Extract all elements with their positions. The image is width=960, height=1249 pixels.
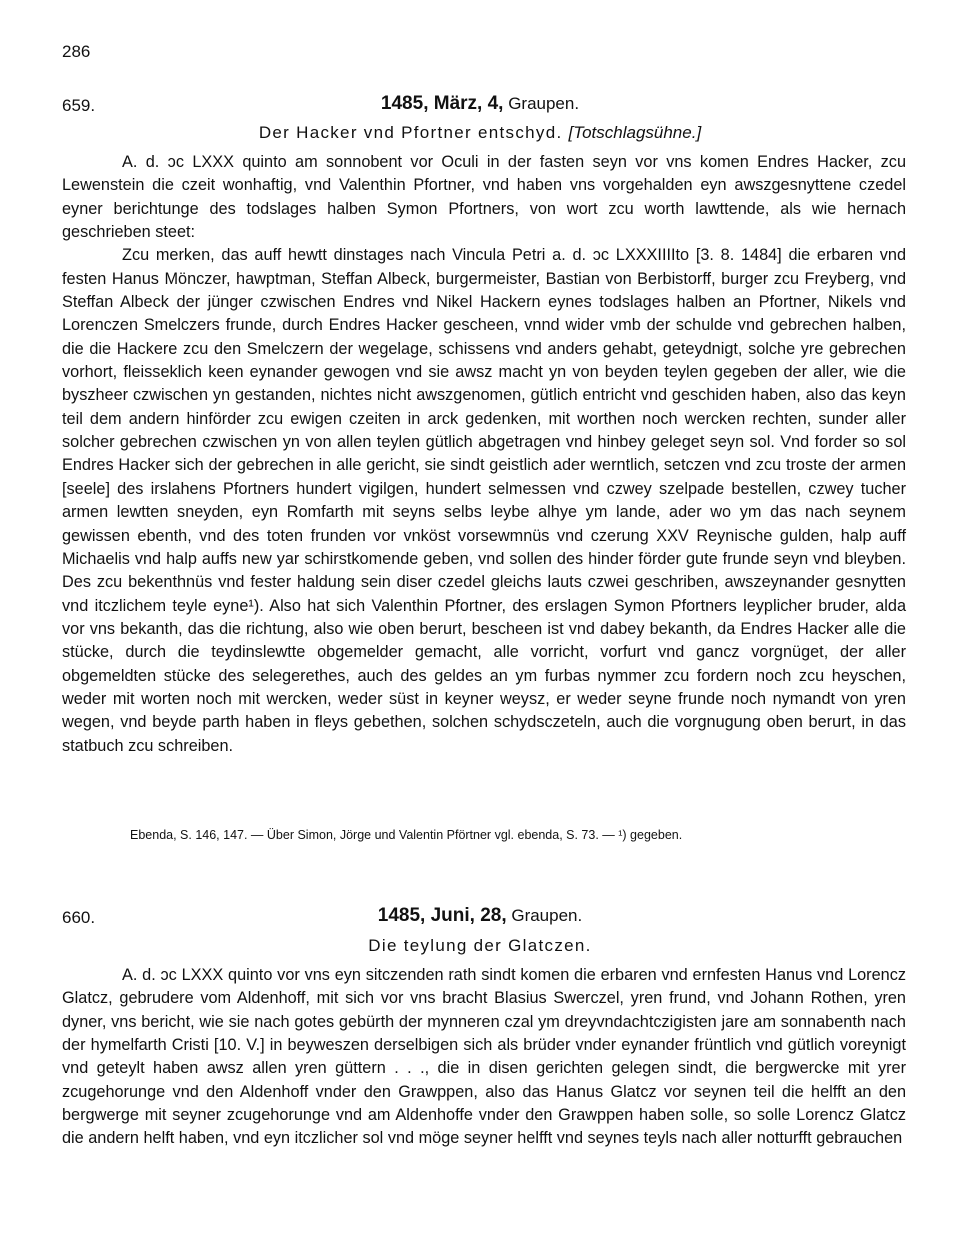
entry-subtitle-line: [0, 123, 960, 143]
entry-place: Graupen.: [508, 94, 580, 113]
entry-paragraph: Zcu merken, das auff hewtt dinstages nach Vincula Petri a. d. ɔc LXXXIIIIto [3. 8. 1484] die erbaren vnd festen Hanus Mönczer, hawptman, Steffan Albeck, burgermeister, Bastian von Berbistorff, burger zcu Freyberg, vnd Steffan Albeck der jünger czwischen Endres vnd Nikel Hackern eynes todslages halben an Pfortner, Nikels vnd Lorenczen Smelczers frunde, durch Endres Hacker gescheen, vnnd wider vmb der schulde vnd gebrechen halben, die die Hackere zcu den Smelczern der wegelage, schissens vnd anders gehabt, geteydnigt, solche yre gebrechen vorhort, fleisseklich keen eynander gewogen vnd sie awsz macht yn von beyden teylen gegeben der aller, wie die byszheer czwischen yn gestanden, nichtes nicht awszgenomen, gütlich entricht vnd geschiden haben, also das keyn teil dem andern hinförder zcu ewigen czeiten in arck gedenken, mit worthen noch wercken rechten, sunder aller solcher gebrechen czwischen yn von allen teylen gütlich abgetragen vnd hinbey geleget seyn sol. Vnd forder so sol Endres Hacker sich der gebrechen in alle gericht, sie sindt geistlich ader werntlich, setczen vnd zcu troste der armen [seele] des irslahens Pfortners hundert vigilgen, hundert selmessen vnd czwey szelpade bestellen, czwey tucher armen lewtten sneyden, eyn Romfarth mit seyns selbs leybe alhye ym lande, ader wo ym das nach seynem gewissen ebenth, vnd des toten frunden vor vnköst vorsewmnüs vnd czerung XXV Reynische gulden, halp auff Michaelis vnd halp auffs new yar schirstkomende geben, vnd sollen des hinder förder gute frunde seyn vnd bleyben. Des zcu bekenthnüs vnd fester haldung sein diser czedel gleichs lauts czwei geschriben, awszeynander gesnytten vnd itczlichem teyle eyne¹). Also hat sich Valenthin Pfortner, des erslagen Symon Pfortners leyplicher bruder, alda vor vns bekanth, das die richtung, also wie oben berurt, bescheen ist vnd dabey bekanth, da Endres Hacker alle die stücke, durch die teydinslewtte obgemelder gemacht, alle vorricht, vorfurt vnd gancz vorgnüget, der aller obgemeldten stücke des selegerethes, auch des geldes an ym furbas nymmer zcu fordern noch zcu heyschen, weder mit worten noch mit wercken, weder süst in keyner weysz, er weder seyne frunde noch nymandt von yren wegen, vnd beyde parth haben in fleys gebethen, solchen schydsczeteln, auch die vorgnugung oben berurt, in das statbuch zcu schreiben.: [62, 246, 906, 755]
entry-subtitle: Der Hacker vnd Pfortner entschyd.: [258, 123, 563, 142]
entry-paragraph: A. d. ɔc LXXX quinto am sonnobent vor Oculi in der fasten seyn vor vns komen Endres Hacker, zcu Lewenstein die czeit wonhaftig, vnd Valenthin Pfortner, vnd haben vns vorgehalden eyn awszgesnyttene czedel eyner berichtunge des todslages halben Symon Pfortners, von wort zcu worth lawttende, als wie hernach geschrieben steet:: [62, 153, 906, 242]
entry-number: 660.: [62, 908, 96, 927]
page-number: 286: [62, 42, 91, 61]
entry-paragraph: A. d. ɔc LXXX quinto vor vns eyn sitczenden rath sindt komen die erbaren vnd ernfesten Hanus vnd Lorencz Glatcz, gebrudere vom Aldenhoff, mit sich vor vns bracht Blasius Swerczel, yren frund, vnd Johann Rothen, yren dyner, vns bericht, wie sie nach gotes gebürth der mynneren czal ym dreyvndachtczigisten jare am sonnabenth nach der hymelfarth Cristi [10. V.] in beyweszen derselbigen sich als brüder vnder eynander früntlich vnd gütlich voreynigt vnd geteylt haben awsz allen yren güttern . . ., die in disen gerichten gelegen sindt, die bergwercke mit yrer zcugehorunge vnd den Aldenhoff vnder den Grawppen, also das Hanus Glatcz vor seynen teil die helfft an den bergwerge mit seyner zcugehorunge vnd am Aldenhoffe vnder den Grawppen haben solle, so solle Lorencz Glatcz die andern helft haben, vnd eyn itczlicher sol vnd möge seyner helfft vnd seynes teyls nach aller notturfft gebrauchen: [62, 966, 906, 1148]
entry-date-line: [0, 905, 960, 927]
entry-date: 1485, März, 4,: [380, 93, 504, 114]
entry-place: Graupen.: [511, 906, 583, 925]
footnote: Ebenda, S. 146, 147. — Über Simon, Jörge und Valentin Pförtner vgl. ebenda, S. 73. — ¹) gegeben.: [130, 828, 683, 842]
entry-body: [62, 964, 906, 1151]
entry-body: [62, 151, 906, 758]
entry-number: 659.: [62, 96, 96, 115]
entry-date: 1485, Juni, 28,: [377, 905, 507, 926]
entry-subtitle: Die teylung der Glatczen.: [368, 936, 592, 955]
entry-date-line: [0, 93, 960, 115]
entry-subtitle-note: [Totschlagsühne.]: [568, 123, 702, 142]
